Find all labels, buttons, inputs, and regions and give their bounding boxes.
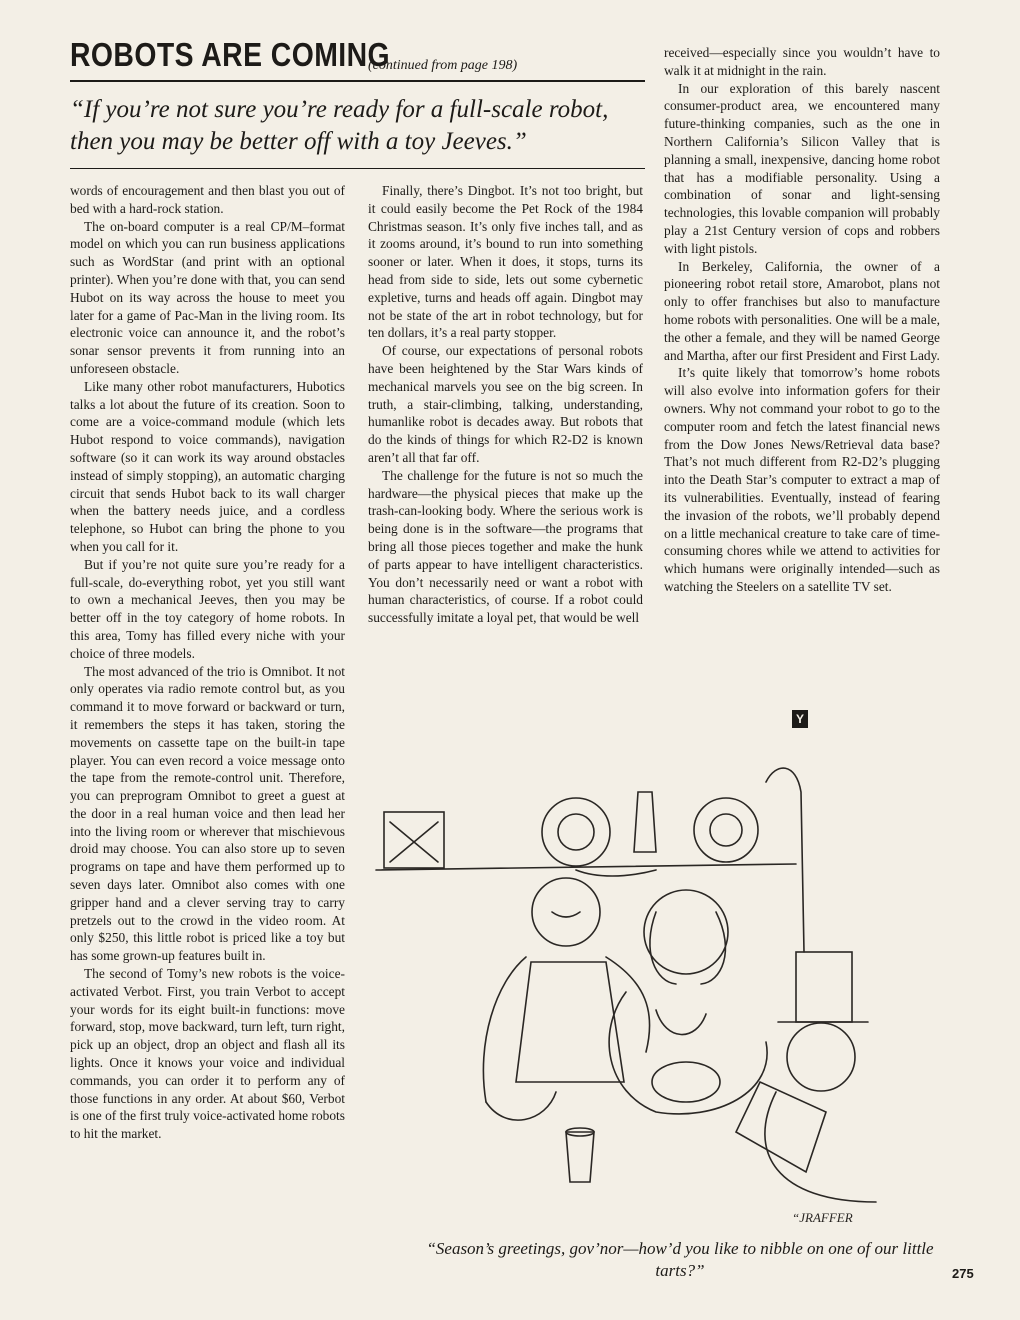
article-title: ROBOTS ARE COMING [70,36,391,73]
cartoon-illustration [356,752,916,1232]
paragraph: In Berkeley, California, the owner of a pioneering robot retail store, Amarobot, plans not only to offer franchises but also to manufacture home robots with personalities. One will be a male, the other a female, and they will be named George and Martha, after our first President and First Lady. [664,258,940,363]
paragraph: Of course, our expectations of personal robots have been heightened by the Star Wars kinds of mechanical marvels you see on the big screen. In truth, a stair-climbing, talking, understanding, humanlike robot is decades away. But robots that do the kinds of things for which R2-D2 is known aren’t all that far off. [368,343,643,465]
cartoon-caption: “Season’s greetings, gov’nor—how’d you like to nibble on one of our little tarts?” [426,1239,934,1280]
end-mark-icon: Y [792,710,808,728]
paragraph: The second of Tomy’s new robots is the voice-activated Verbot. First, you train Verbot to accept your words for its eight built-in functions: move forward, stop, move backward, turn left, turn right, pick up an object, drop an object and flash all its lights. Once it knows your voice and individual commands, you can order it to perform any of those functions in any order. At about $60, Verbot is one of the first truly voice-activated home robots to hit the market. [70,966,345,1142]
column-1 [70,182,345,1143]
pull-quote-rule [70,168,645,169]
paragraph: The on-board computer is a real CP/M–format model on which you can run business applications such as WordStar (and print with an optional printer). When you’re done with that, you can send Hubot on its way across the house to meet you later for a game of Pac-Man in the living room. Its electronic voice can announce it, and the robot’s sonar sensor prevents it from running into an unforeseen obstacle. [70,218,345,376]
continued-note: (continued from page 198) [368,58,518,73]
paragraph: It’s quite likely that tomorrow’s home robots will also evolve into information gofers for their owners. Why not command your robot to go to the computer room and fetch the latest financial news from the Dow Jones News/Retrieval data base? That’s not much different from R2-D2’s plugging into the Death Star’s computer to extract a map of its vulnerabilities. Eventually, instead of fearing the invasion of the robots, we’ll probably depend on a little mechanical creature to take care of time-consuming chores while we attend to activities for which humans were originally intended—such as watching the Steelers on a satellite TV set. [664,365,940,594]
paragraph: received—especially since you wouldn’t have to walk it at midnight in the rain. [664,45,940,78]
title-rule [70,80,645,82]
paragraph: Finally, there’s Dingbot. It’s not too bright, but it could easily become the Pet Rock of the 1984 Christmas season. It’s only five inches tall, and as it zooms around, it’s bound to run into something sooner or later. When it does, it stops, turns its head from side to side, lets out some cybernetic expletive, turns and heads off again. Dingbot may not be state of the art in robot technology, but for ten dollars, it’s a real party stopper. [368,183,643,341]
paragraph: words of encouragement and then blast you out of bed with a hard-rock station. [70,183,345,216]
pull-quote: “If you’re not sure you’re ready for a full-scale robot, then you may be better off with a toy Jeeves.” [70,96,609,155]
column-2 [368,182,643,627]
paragraph: Like many other robot manufacturers, Hubotics talks a lot about the future of its creation. Soon to come are a voice-command module (which lets Hubot respond to voice commands), navigation software (so it can work its way around obstacles instead of simply stopping), an automatic charging circuit that sends Hubot back to its wall charger when the battery needs juice, and a cordless telephone, so Hubot can bring the phone to you when you call for it. [70,378,345,554]
cartoonist-signature: “JRAFFER [792,1210,853,1225]
column-3 [664,44,940,596]
paragraph: The challenge for the future is not so much the hardware—the physical pieces that make up the trash-can-looking body. Where the serious work is being done is in the software—the programs that bring all those pieces together and make the hunk of parts appear to have intelligent characteristics. You don’t necessarily need or want a robot with human characteristics, of course. If a robot could successfully imitate a loyal pet, that would be well [368,467,643,626]
page-number: 275 [952,1266,974,1281]
paragraph: In our exploration of this barely nascent consumer-product area, we encountered many future-thinking companies, such as the one in Northern California’s Silicon Valley that is planning a small, inexpensive, dancing home robot that has a modifiable personality. Using a combination of sonar and light-sensing technologies, this lovable companion will probably play a 21st Century version of cops and robbers with light pistols. [664,80,940,256]
paragraph: But if you’re not quite sure you’re ready for a full-scale, do-everything robot, yet you still want to own a mechanical Jeeves, then you may be better off in the toy category of home robots. In this area, Tomy has filled every niche with your choice of three models. [70,556,345,661]
paragraph: The most advanced of the trio is Omnibot. It not only operates via radio remote control but, as you command it to move forward or backward or turn, it remembers the steps it has taken, storing the movements on cassette tape on the built-in tape player. You can even record a voice message onto the tape from the remote-control unit. Therefore, you can preprogram Omnibot to greet a guest at the door in a real human voice and then lead her into the living room or wherever that mischievous droid may choose. You can also store up to seven programs on tape and have them performed up to seven days later. Omnibot also comes with one gripper hand and a clever serving tray to carry pretzels out to the crowd in the video room. At only $250, this little robot is priced like a toy but has some grown-up features built in. [70,663,345,964]
